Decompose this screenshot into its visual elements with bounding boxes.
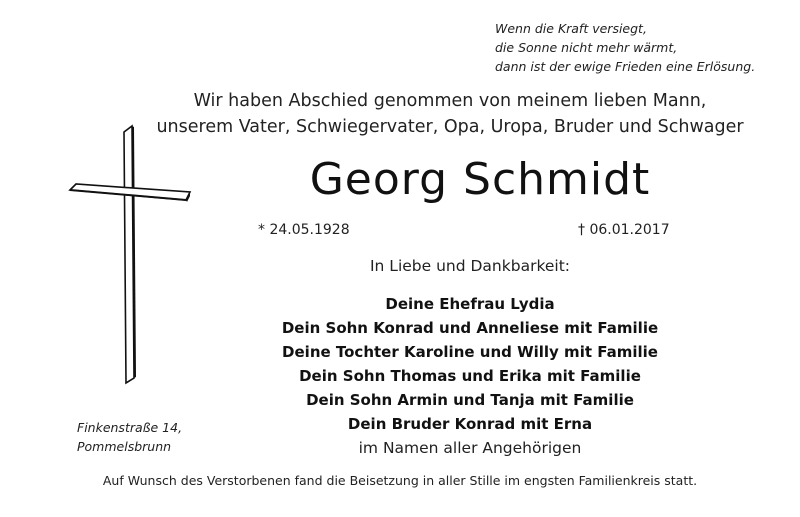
family-member: Deine Tochter Karoline und Willy mit Familie [282, 343, 658, 361]
intro-line: Wir haben Abschied genommen von meinem lieben Mann, [193, 91, 707, 111]
address-block [77, 418, 182, 456]
intro-text [150, 88, 750, 140]
deceased-name: Georg Schmidt [309, 154, 651, 205]
family-member: Deine Ehefrau Lydia [385, 295, 555, 313]
death-date: † 06.01.2017 [578, 222, 670, 238]
quote-line: Wenn die Kraft versiegt, [495, 21, 647, 36]
address-line: Pommelsbrunn [77, 439, 172, 454]
quote-block [495, 19, 755, 76]
family-member: Dein Sohn Thomas und Erika mit Familie [299, 367, 641, 385]
birth-date: * 24.05.1928 [258, 222, 350, 238]
thanks-line: In Liebe und Dankbarkeit: [369, 257, 571, 275]
intro-line: unserem Vater, Schwiegervater, Opa, Uropa, Bruder und Schwager [156, 117, 744, 137]
family-member: Dein Bruder Konrad mit Erna [347, 415, 593, 433]
address-line: Finkenstraße 14, [77, 420, 183, 435]
family-member: Dein Sohn Armin und Tanja mit Familie [306, 391, 634, 409]
footer-note: Auf Wunsch des Verstorbenen fand die Beisetzung in aller Stille im engsten Familienkreis statt. [102, 473, 698, 488]
relatives-line: im Namen aller Angehörigen [358, 439, 582, 457]
quote-line: dann ist der ewige Frieden eine Erlösung. [495, 59, 756, 74]
quote-line: die Sonne nicht mehr wärmt, [495, 40, 678, 55]
family-member: Dein Sohn Konrad und Anneliese mit Familie [281, 319, 659, 337]
family-list [200, 292, 740, 460]
